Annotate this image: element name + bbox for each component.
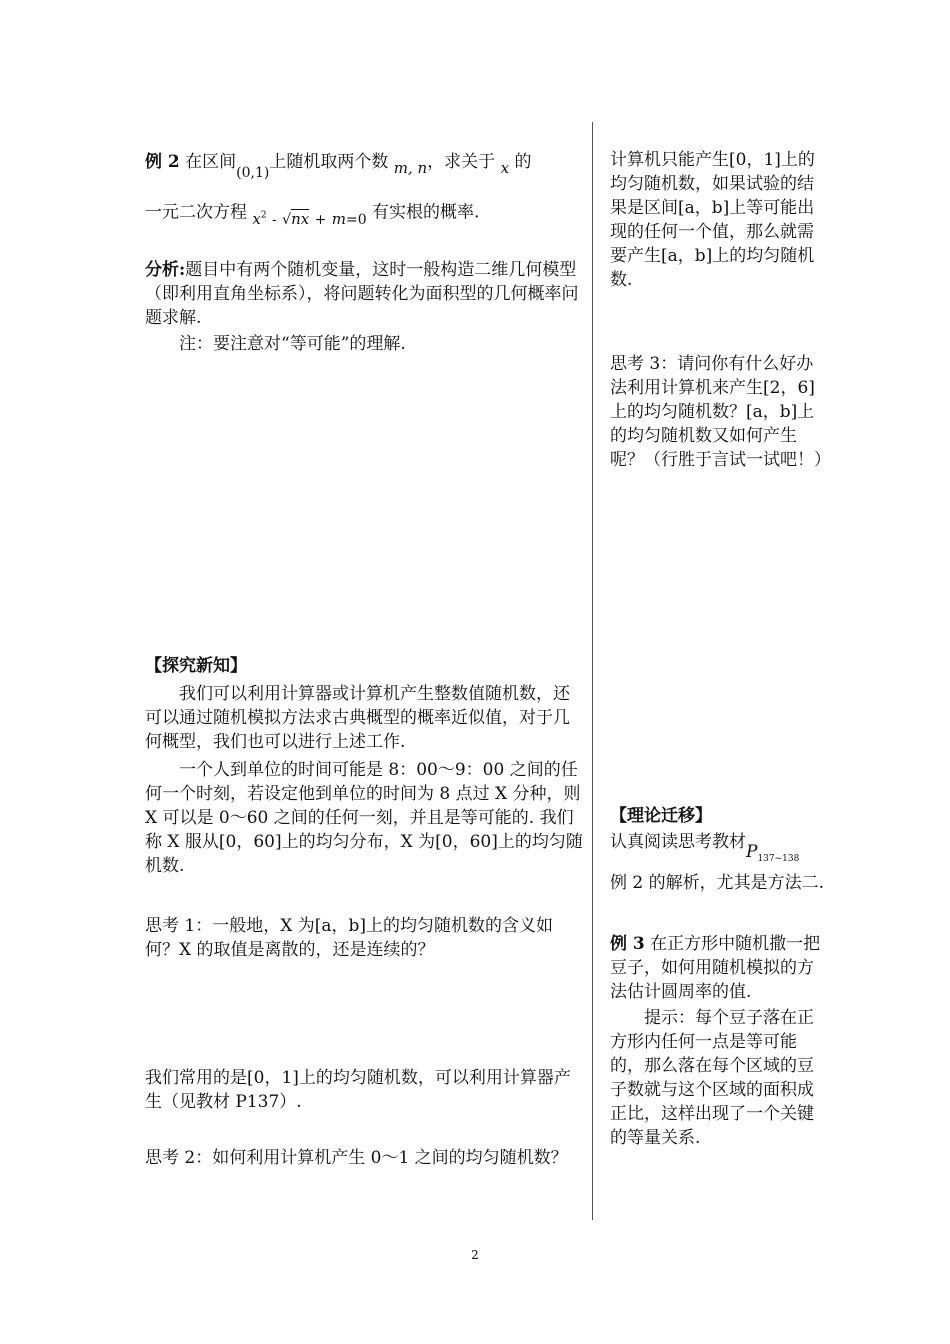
think-1: 思考 1：一般地，X 为[a，b]上的均匀随机数的含义如何？X 的取值是离散的，还是连续的？ (145, 916, 554, 960)
textbook-page-p: P (746, 842, 758, 862)
example-2-text-2: 上随机取两个数 (269, 152, 389, 172)
analysis (145, 258, 583, 356)
example-3-label: 例 3 (610, 934, 645, 954)
example-2-text-3: ，求关于 (427, 152, 496, 172)
example-2 (145, 148, 583, 228)
example-2-text-5: 一元二次方程 (145, 202, 247, 223)
textbook-page-range: 137~138 (757, 854, 800, 864)
theory-section (610, 804, 825, 895)
analysis-note: 注：要注意对“等可能”的理解. (179, 334, 406, 354)
think-3: 思考 3：请问你有什么好办法利用计算机来产生[2，6]上的均匀随机数？[a，b]上的均匀随机数又如何产生呢？（行胜于言试一试吧！） (610, 354, 831, 470)
right-paragraph-1: 计算机只能产生[0，1]上的均匀随机数，如果试验的结果是区间[a，b]上等可能出现的任何一个值，那么就需要产生[a，b]上的均匀随机数. (610, 150, 815, 290)
quadratic-equation: $x^2 - √nx + m=0$ (252, 209, 367, 228)
example-3-hint: 提示：每个豆子落在正方形内任何一点是等可能的，那么落在每个区域的豆子数就与这个区域的面积成正比，这样出现了一个关键的等量关系. (610, 1008, 814, 1148)
example-3-text: 在正方形中随机撒一把豆子，如何用随机模拟的方法估计圆周率的值. (610, 934, 821, 1002)
theory-heading: 【理论迁移】 (610, 806, 712, 826)
example-2-label: 例 2 (145, 152, 180, 172)
explore-paragraph-2: 一个人到单位的时间可能是 8：00～9：00 之间的任何一个时刻，若设定他到单位的时间为 8 点过 X 分种，则 X 可以是 0～60 之间的任何一刻，并且是等可能的. 我们称 X 服从[0，60]上的均匀分布，X 为[0，60]上的均匀随机数. (145, 760, 583, 876)
analysis-label: 分析: (145, 260, 186, 280)
example-2-text-1: 在区间 (185, 152, 237, 172)
theory-text-1: 认真阅读思考教材 (610, 832, 746, 852)
explore-paragraph-1: 我们可以利用计算器或计算机产生整数值随机数，还可以通过随机模拟方法求古典概型的概率近似值，对于几何概型，我们也可以进行上述工作. (145, 684, 570, 752)
think-2: 思考 2：如何利用计算机产生 0～1 之间的均匀随机数？ (145, 1148, 568, 1168)
theory-text-2: 例 2 的解析，尤其是方法二. (610, 873, 825, 893)
column-divider (592, 122, 593, 1220)
explore-section (145, 654, 583, 878)
interval-0-1: (0,1) (236, 165, 270, 181)
variables-m-n: m, n (393, 159, 428, 177)
explore-paragraph-3: 我们常用的是[0，1]上的均匀随机数，可以利用计算器产生（见教材 P137）. (145, 1068, 571, 1112)
example-2-text-4: 的 (514, 152, 532, 172)
explore-heading: 【探究新知】 (145, 656, 247, 676)
analysis-text: 题目中有两个随机变量，这时一般构造二维几何模型（即利用直角坐标系），将问题转化为面积型的几何概率问题求解. (145, 260, 579, 328)
page-number: 2 (471, 1248, 479, 1262)
example-2-text-6: 有实根的概率. (372, 202, 480, 223)
example-3 (610, 932, 825, 1150)
variable-x: x (500, 159, 510, 177)
